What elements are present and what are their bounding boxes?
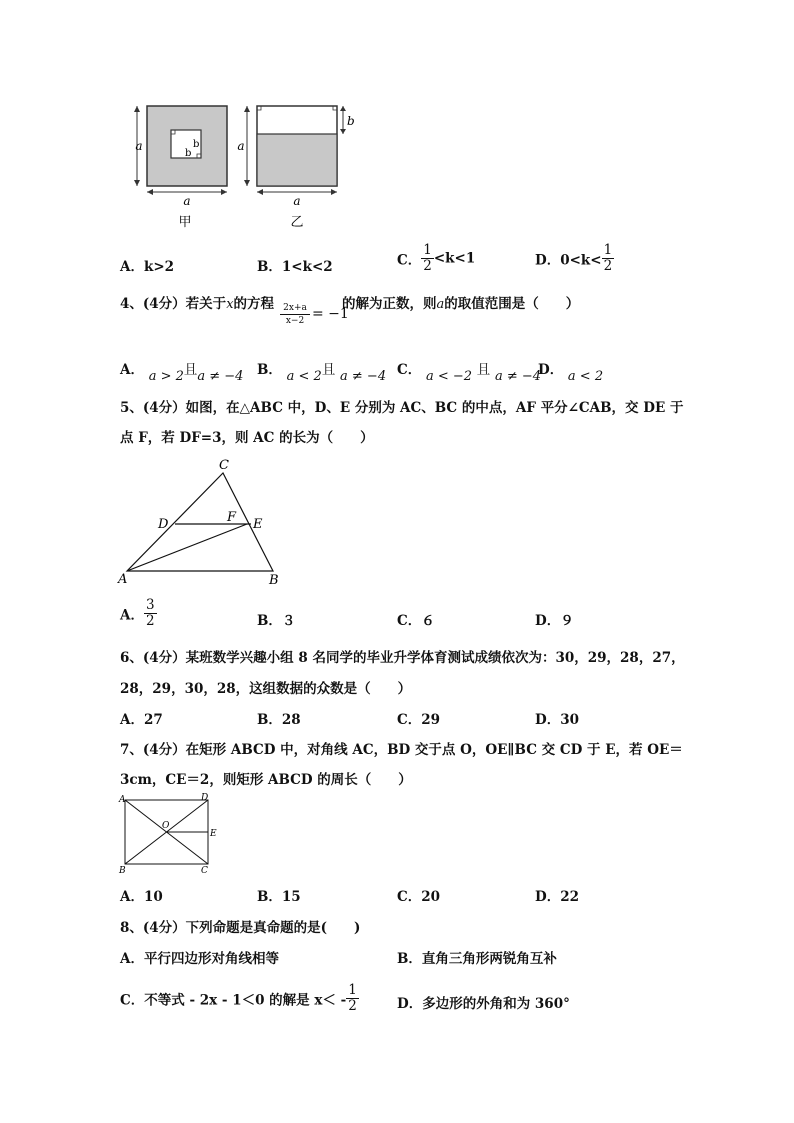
q4-prefix: 4、(4分）若关于 [120,296,227,312]
yi-label: 乙 [290,215,304,230]
q3-d-num: 1 [603,242,613,258]
q5-option-b[interactable]: B．３ [257,613,296,629]
q4-option-b[interactable] [257,358,387,384]
q7-option-d[interactable]: D．22 [535,889,579,905]
q5-a-den: 2 [145,613,155,629]
q5-option-d[interactable]: D．９ [535,613,574,629]
q6-stem-line2: 28，29，30，28，这组数据的众数是（ ） [120,681,412,697]
q3-d-fraction [602,243,615,274]
q3-c-den: 2 [423,258,432,274]
q4-option-a[interactable] [120,358,244,384]
q4-a-text: a > 2 [148,369,184,384]
q8-c-num: 1 [348,982,357,998]
yi-left-a: a [237,139,245,153]
q4-b-label: B． [257,362,282,378]
q5-stem-line2: 点 F，若 DF=3，则 AC 的长为（ ） [120,430,374,446]
q3-d-label: D．0<k< [535,252,602,269]
q4-eq-den: x−2 [285,316,305,326]
q5-label-f: F [227,510,237,525]
q8-c-prefix: C．不等式 - 2x - 1＜0 的解是 x＜ - [120,992,347,1009]
q4-option-d[interactable] [538,358,604,384]
q4-var-x: x [226,297,234,312]
q7-label-e: E [210,829,217,839]
q5-a-num: 3 [145,597,155,613]
q8-option-d[interactable]: D．多边形的外角和为 360° [397,996,570,1012]
q4-c-text2: a ≠ −4 [494,369,542,384]
q4-option-c[interactable] [397,358,542,384]
q5-a-fraction [144,598,157,629]
q6-option-b[interactable]: B．28 [257,712,301,728]
q4-stem [120,292,274,312]
q6-option-c[interactable]: C．29 [397,712,441,728]
q7-rectangle-figure [115,790,220,875]
q7-label-o: O [162,821,170,831]
jia-bottom-a: a [183,194,191,208]
q4-b-text2: a ≠ −4 [340,369,387,384]
q3-option-c[interactable] [397,243,475,274]
q4-d-label: D． [538,362,564,378]
q6-option-a[interactable]: A．27 [120,712,163,728]
q7-option-c[interactable]: C．20 [397,889,441,905]
jia-left-a: a [135,139,143,153]
figure-jia [131,106,227,230]
q4-c-and: 且 [476,362,491,378]
q5-label-b: B [269,573,279,588]
q5-label-a: A [118,572,128,587]
q3-c-tail: <k<1 [433,250,476,267]
q4-b-and: 且 [321,362,336,378]
q4-suffix1: 的解为正数，则 [342,296,437,312]
q3-option-a[interactable]: A．k>2 [120,259,175,275]
yi-bottom-a: a [293,194,301,208]
q8-c-fraction [346,983,359,1014]
q4-c-label: C． [397,362,422,378]
q5-label-c: C [219,458,229,473]
q5-a-label: A． [120,607,144,624]
q3-option-d[interactable] [535,243,614,274]
q4-a-and: 且 [183,362,198,378]
q6-stem-line1: 6、(4分）某班数学兴趣小组 8 名同学的毕业升学体育测试成绩依次为：30，29，28，27， [120,650,685,666]
q4-var-a: a [436,297,445,312]
yi-right-b: b [347,114,355,128]
q5-triangle-figure [115,456,290,588]
q4-d-text: a < 2 [567,369,604,384]
q5-label-d: D [158,517,169,532]
jia-label: 甲 [178,215,192,230]
q4-a-text2: a ≠ −4 [197,369,244,384]
jia-inner-b2: b [193,139,200,150]
area-figure [125,98,355,233]
svg-text:.: . [131,139,135,153]
q6-option-d[interactable]: D．30 [535,712,579,728]
q4-suffix2: 的取值范围是（ ） [444,296,580,312]
q4-stem-suffix [342,292,579,312]
q7-label-d: D [201,793,209,803]
q3-d-den: 2 [603,258,613,274]
q4-mid: 的方程 [233,296,275,312]
q3-c-num: 1 [423,242,432,258]
q5-option-c[interactable]: C．６ [397,613,435,629]
q8-option-b[interactable]: B．直角三角形两锐角互补 [397,951,557,967]
q4-eq-rhs: = −1 [312,306,349,322]
q7-option-b[interactable]: B．15 [257,889,301,905]
q5-label-e: E [253,517,263,532]
q4-c-text: a < −2 [425,369,473,384]
q8-option-c[interactable] [120,983,359,1014]
q5-stem-line1: 5、(4分）如图，在△ABC 中，D、E 分别为 AC、BC 的中点，AF 平分∠CAB，交 DE 于 [120,400,684,416]
q8-option-a[interactable]: A．平行四边形对角线相等 [120,951,279,967]
jia-inner-b1: b [185,148,192,159]
q3-c-fraction [421,243,434,274]
q5-option-a[interactable] [120,598,157,629]
q4-equation-fraction [280,302,310,327]
q3-option-b[interactable]: B．1<k<2 [257,259,333,275]
q3-c-label: C． [397,252,422,269]
q8-c-den: 2 [348,998,357,1014]
q7-stem-line1: 7、(4分）在矩形 ABCD 中，对角线 AC，BD 交于点 O，OE∥BC 交 CD 于 E，若 OE＝ [120,742,683,758]
q7-stem-line2: 3cm，CE＝2，则矩形 ABCD 的周长（ ） [120,772,412,788]
figure-yi [237,106,354,230]
q7-label-c: C [201,866,208,875]
q8-stem: 8、(4分）下列命题是真命题的是( ) [120,920,361,936]
q7-option-a[interactable]: A．10 [120,889,163,905]
q4-b-text: a < 2 [286,369,322,384]
q4-a-label: A． [120,362,144,378]
q7-label-b: B [119,866,126,875]
q4-eq-num: 2x+a [280,302,310,315]
q7-label-a: A [119,795,126,805]
